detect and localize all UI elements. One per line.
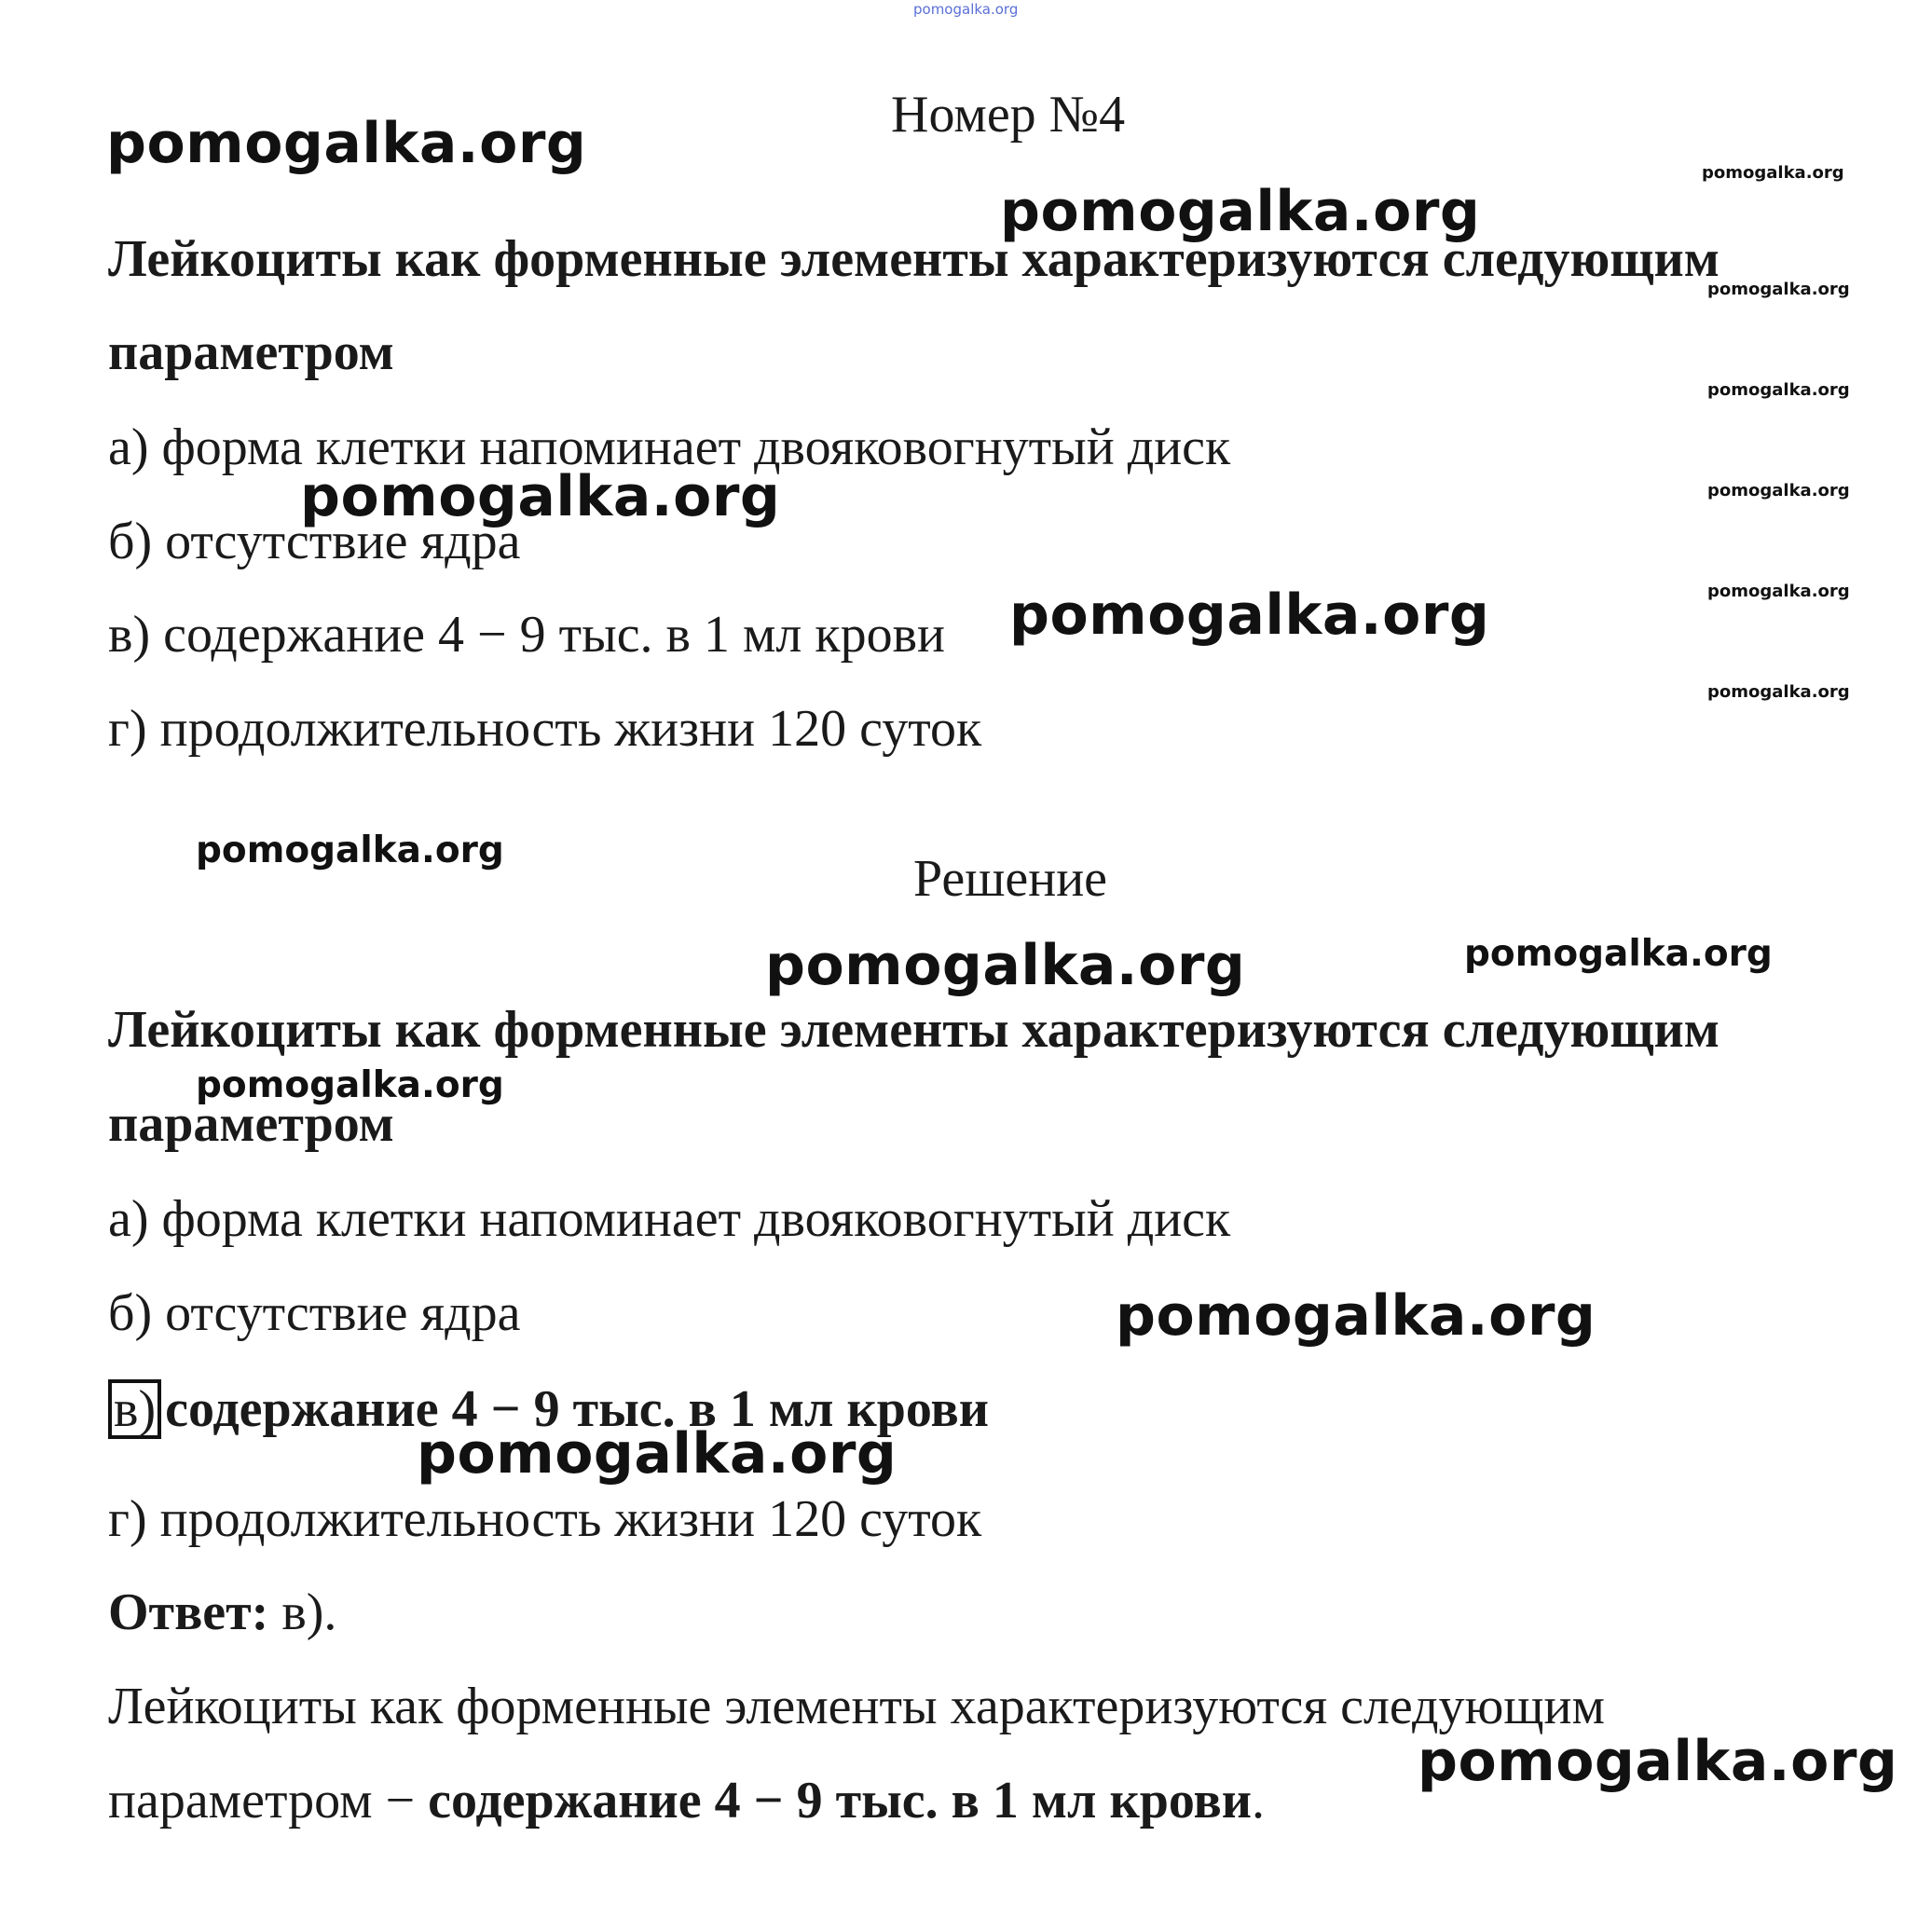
solution-option-b: б) отсутствие ядра (108, 1284, 521, 1342)
watermark: pomogalka.org (196, 829, 504, 871)
watermark: pomogalka.org (300, 464, 781, 529)
top-watermark: pomogalka.org (913, 1, 1019, 18)
selected-option-text: содержание 4 − 9 тыс. в 1 мл крови (165, 1380, 989, 1438)
answer-line (108, 1583, 337, 1641)
solution-option-d: г) продолжительность жизни 120 суток (108, 1490, 982, 1548)
conclusion-bold: содержание 4 − 9 тыс. в 1 мл крови (428, 1772, 1252, 1830)
watermark: pomogalka.org (196, 1064, 504, 1106)
watermark: pomogalka.org (1000, 179, 1481, 244)
watermark: pomogalka.org (417, 1421, 897, 1487)
selected-option-box: в) (108, 1379, 161, 1439)
watermark: pomogalka.org (1464, 933, 1773, 975)
solution-heading-line2: параметром (108, 1095, 394, 1153)
question-heading-line1: Лейкоциты как форменные элементы характеризуются следующим (108, 230, 1720, 288)
watermark: pomogalka.org (1707, 682, 1850, 702)
question-option-d: г) продолжительность жизни 120 суток (108, 700, 982, 758)
answer-value: в). (268, 1583, 337, 1641)
watermark: pomogalka.org (1418, 1729, 1898, 1794)
conclusion-end: . (1251, 1772, 1265, 1830)
watermark: pomogalka.org (1707, 280, 1850, 299)
conclusion-line1: Лейкоциты как форменные элементы характеризуются следующим (108, 1678, 1605, 1735)
watermark: pomogalka.org (1702, 163, 1844, 183)
watermark: pomogalka.org (1707, 380, 1850, 400)
watermark: pomogalka.org (1009, 582, 1490, 648)
question-option-b: б) отсутствие ядра (108, 513, 521, 570)
answer-label: Ответ: (108, 1583, 269, 1641)
watermark: pomogalka.org (1116, 1283, 1596, 1349)
watermark: pomogalka.org (1707, 481, 1850, 500)
question-option-a: а) форма клетки напоминает двояковогнутый диск (108, 418, 1231, 476)
question-option-c: в) содержание 4 − 9 тыс. в 1 мл крови (108, 606, 945, 664)
problem-title: Номер №4 (891, 86, 1126, 144)
solution-title: Решение (913, 850, 1108, 908)
question-heading-line2: параметром (108, 323, 394, 381)
solution-heading-line1: Лейкоциты как форменные элементы характеризуются следующим (108, 1001, 1720, 1059)
conclusion-line2 (108, 1772, 1265, 1830)
watermark: pomogalka.org (765, 933, 1246, 998)
conclusion-start: параметром − (108, 1772, 429, 1830)
solution-option-a: а) форма клетки напоминает двояковогнутый диск (108, 1190, 1231, 1248)
watermark: pomogalka.org (106, 111, 587, 176)
watermark: pomogalka.org (1707, 582, 1850, 601)
